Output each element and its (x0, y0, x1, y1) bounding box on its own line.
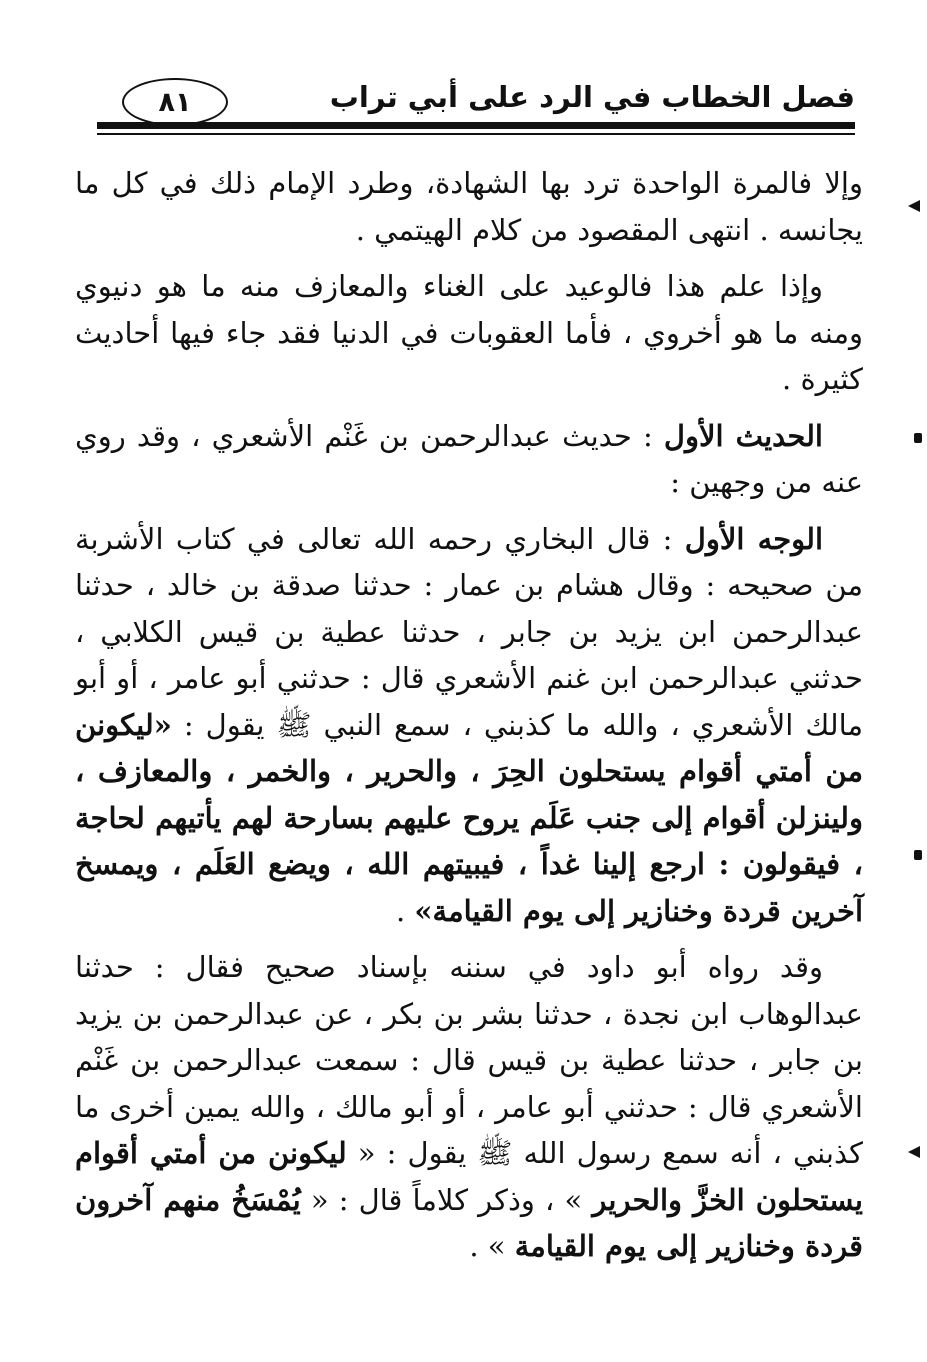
text-segment: » ، وذكر كلاماً قال : « (300, 1182, 593, 1217)
hadith-quote: يُمْسَخُ منهم آخرون قردة وخنازير إلى يوم القيامة (75, 1182, 863, 1263)
text-segment: وقد رواه أبو داود في سننه بإسناد صحيح فقال : حدثنا عبدالوهاب ابن نجدة ، حدثنا بشر بن بكر ، عن عبدالرحمن بن يزيد بن جابر ، حدثنا عطية بن قيس قال : سمعت عبدالرحمن بن غَنْم الأشعري قال : حدثني أبو عامر ، أو أبو مالك ، والله يمين أخرى ما كذبني ، أنه سمع رسول الله ﷺ يقول : « (75, 950, 863, 1170)
page-header (0, 70, 927, 140)
paragraph-2 (75, 263, 863, 403)
paragraph-3 (75, 413, 863, 506)
margin-dot-icon (914, 850, 922, 860)
heading-first-aspect: الوجه الأول (684, 521, 824, 556)
margin-dot-icon (914, 433, 922, 443)
paragraph-4 (75, 516, 863, 935)
text-segment: وإذا علم هذا فالوعيد على الغناء والمعازف منه ما هو دنيوي ومنه ما هو أخروي ، فأما العقوبات في الدنيا فقد جاء فيها أحاديث كثيرة . (75, 269, 863, 396)
heading-first-hadith: الحديث الأول (663, 418, 823, 453)
margin-marker-icon (908, 200, 920, 212)
paragraph-1 (75, 160, 863, 253)
text-segment: : قال البخاري رحمه الله تعالى في كتاب الأشربة من صحيحه : وقال هشام بن عمار : حدثنا صدقة بن خالد ، حدثنا عبدالرحمن ابن يزيد بن جابر ، حدثنا عطية بن قيس الكلابي ، حدثني عبدالرحمن ابن غنم الأشعري قال : حدثني أبو عامر ، أو أبو مالك الأشعري ، والله ما كذبني ، سمع النبي ﷺ يقول : (75, 521, 863, 742)
text-segment: . (395, 893, 415, 928)
hadith-quote: «ليكونن من أمتي أقوام يستحلون الحِرَ ، والحرير ، والخمر ، والمعازف ، ولينزلن أقوام إلى جنب عَلَم يروح عليهم بسارحة لهم يأتيهم لحاجة ، فيقولون : ارجع إلينا غداً ، فيبيتهم الله ، ويضع العَلَم ، ويمسخ آخرين قردة وخنازير إلى يوم القيامة» (75, 707, 863, 928)
text-segment: : حديث عبدالرحمن بن غَنْم الأشعري ، وقد روي عنه من وجهين : (75, 418, 863, 499)
text-segment: وإلا فالمرة الواحدة ترد بها الشهادة، وطرد الإمام ذلك في كل ما يجانسه . انتهى المقصود من كلام الهيتمي . (75, 166, 863, 247)
header-rule-thin (97, 133, 855, 135)
text-segment: » . (469, 1229, 515, 1263)
hadith-quote: ليكونن من أمتي أقوام يستحلون الخزَّ والحرير (75, 1136, 863, 1217)
book-title: فصل الخطاب في الرد على أبي تراب (329, 80, 855, 114)
header-rule-thick (97, 122, 855, 129)
margin-marker-icon (908, 1146, 920, 1158)
page-body (75, 160, 863, 1280)
paragraph-5 (75, 944, 863, 1270)
page-number: ٨١ (122, 78, 228, 126)
